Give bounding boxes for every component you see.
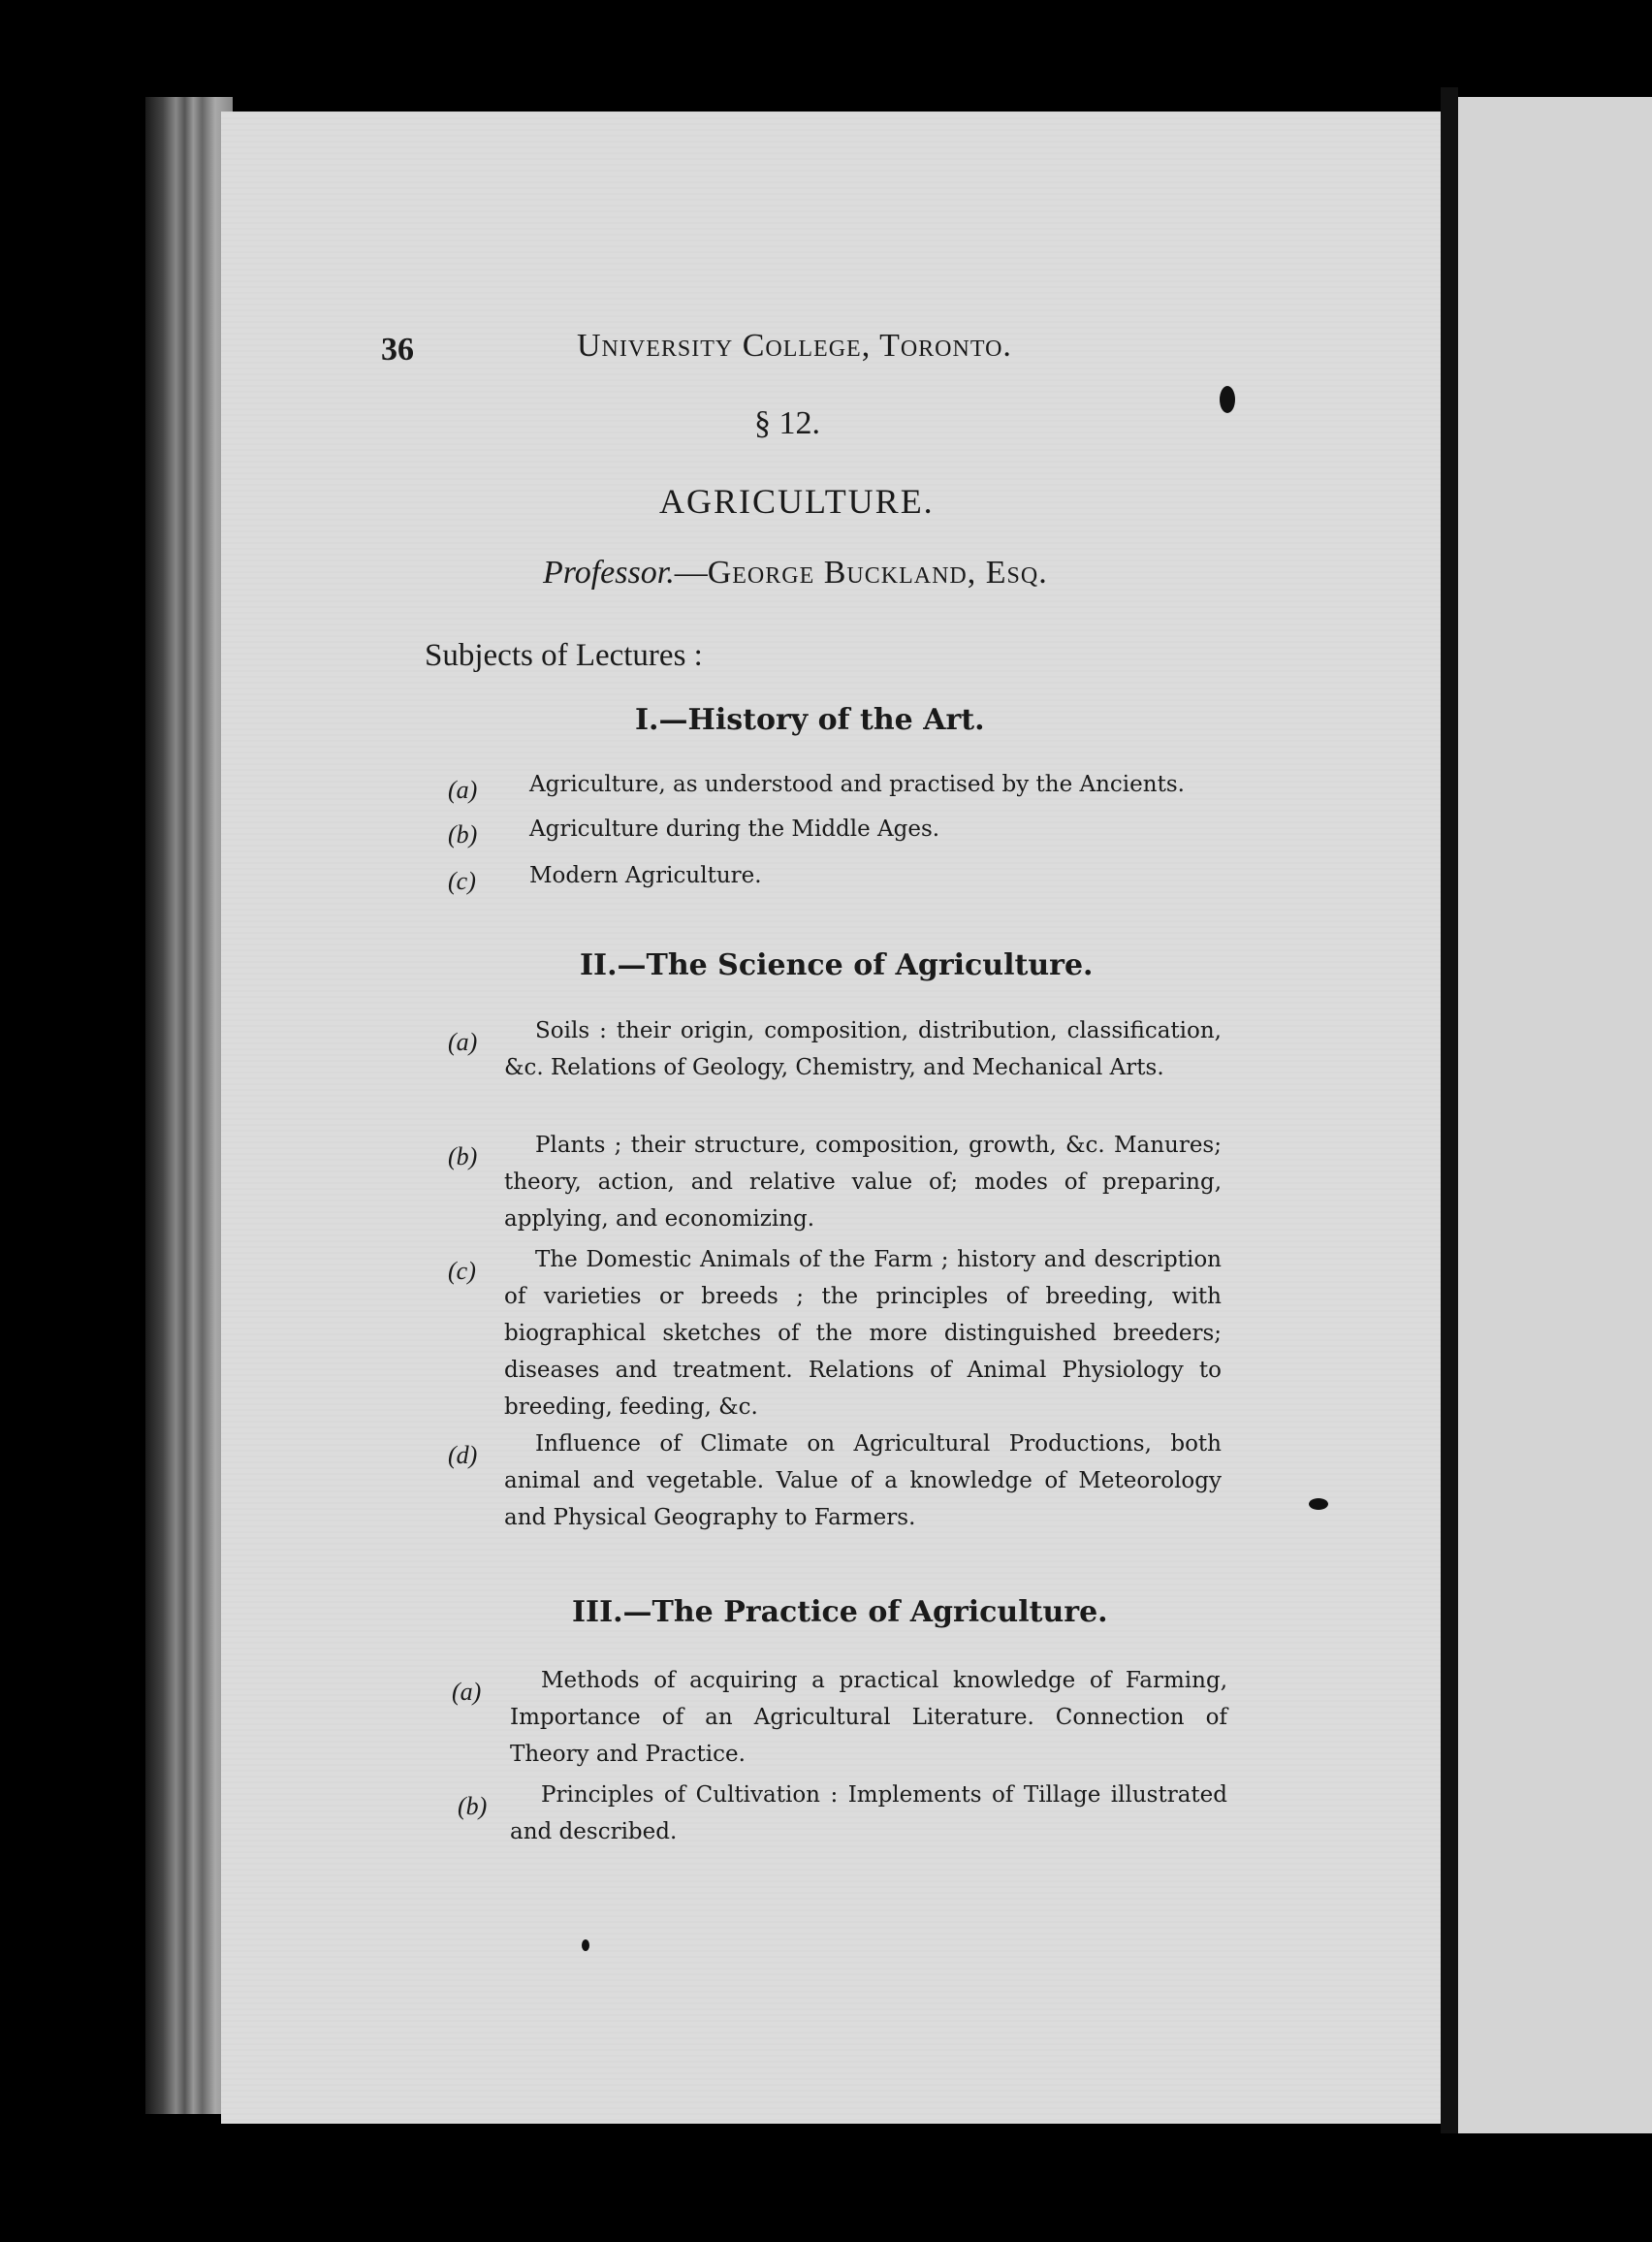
part-heading: III.—The Practice of Agriculture. [572, 1595, 1108, 1629]
professor-separator: — [674, 555, 708, 591]
item-label: (b) [458, 1792, 488, 1820]
facing-page-edge [1458, 97, 1652, 2133]
book-gutter [1441, 87, 1458, 2133]
ink-speck [582, 1939, 589, 1951]
professor-line [543, 555, 1048, 592]
list-item: The Domestic Animals of the Farm ; history and description of varieties or breeds ; the principles of breeding, with biographical sketches of the more distinguished breeders; diseases and treatment. Relations of Animal Physiology to breeding, feeding, &c. [504, 1247, 1222, 1420]
item-label: (c) [448, 867, 476, 895]
ink-blot [1220, 386, 1235, 413]
list-item: Agriculture, as understood and practised by the Ancients. [529, 772, 1185, 797]
list-item: Principles of Cultivation : Implements of Tillage illustrated and described. [510, 1782, 1227, 1844]
page-number: 36 [381, 332, 414, 368]
running-head: University College, Toronto. [577, 328, 1012, 364]
item-label: (b) [448, 1142, 478, 1170]
section-title: AGRICULTURE. [659, 482, 935, 521]
part-heading: I.—History of the Art. [635, 703, 985, 737]
stacked-page-edges [145, 97, 233, 2114]
section-number: § 12. [754, 405, 820, 441]
list-item: Plants ; their structure, composition, growth, &c. Manures; theory, action, and relative value of; modes of preparing, applying, and economizing. [504, 1133, 1222, 1232]
item-label: (b) [448, 820, 478, 849]
item-label: (a) [448, 1028, 478, 1056]
item-label: (a) [452, 1678, 482, 1706]
item-label: (a) [448, 776, 478, 804]
list-item: Agriculture during the Middle Ages. [529, 817, 940, 842]
list-item: Influence of Climate on Agricultural Productions, both animal and vegetable. Value of a knowledge of Meteorology and Physical Geography to Farmers. [504, 1431, 1222, 1530]
professor-name: George Buckland, Esq. [707, 555, 1048, 591]
list-item: Methods of acquiring a practical knowledge of Farming, Importance of an Agricultural Literature. Connection of Theory and Practice. [510, 1668, 1227, 1767]
subjects-heading: Subjects of Lectures : [425, 638, 703, 673]
professor-role: Professor. [543, 555, 675, 591]
item-label: (c) [448, 1257, 476, 1285]
list-item: Modern Agriculture. [529, 863, 762, 888]
part-heading: II.—The Science of Agriculture. [580, 948, 1094, 982]
list-item: Soils : their origin, composition, distribution, classification, &c. Relations of Geology, Chemistry, and Mechanical Arts. [504, 1018, 1222, 1080]
item-label: (d) [448, 1441, 478, 1469]
ink-blot [1309, 1498, 1328, 1510]
